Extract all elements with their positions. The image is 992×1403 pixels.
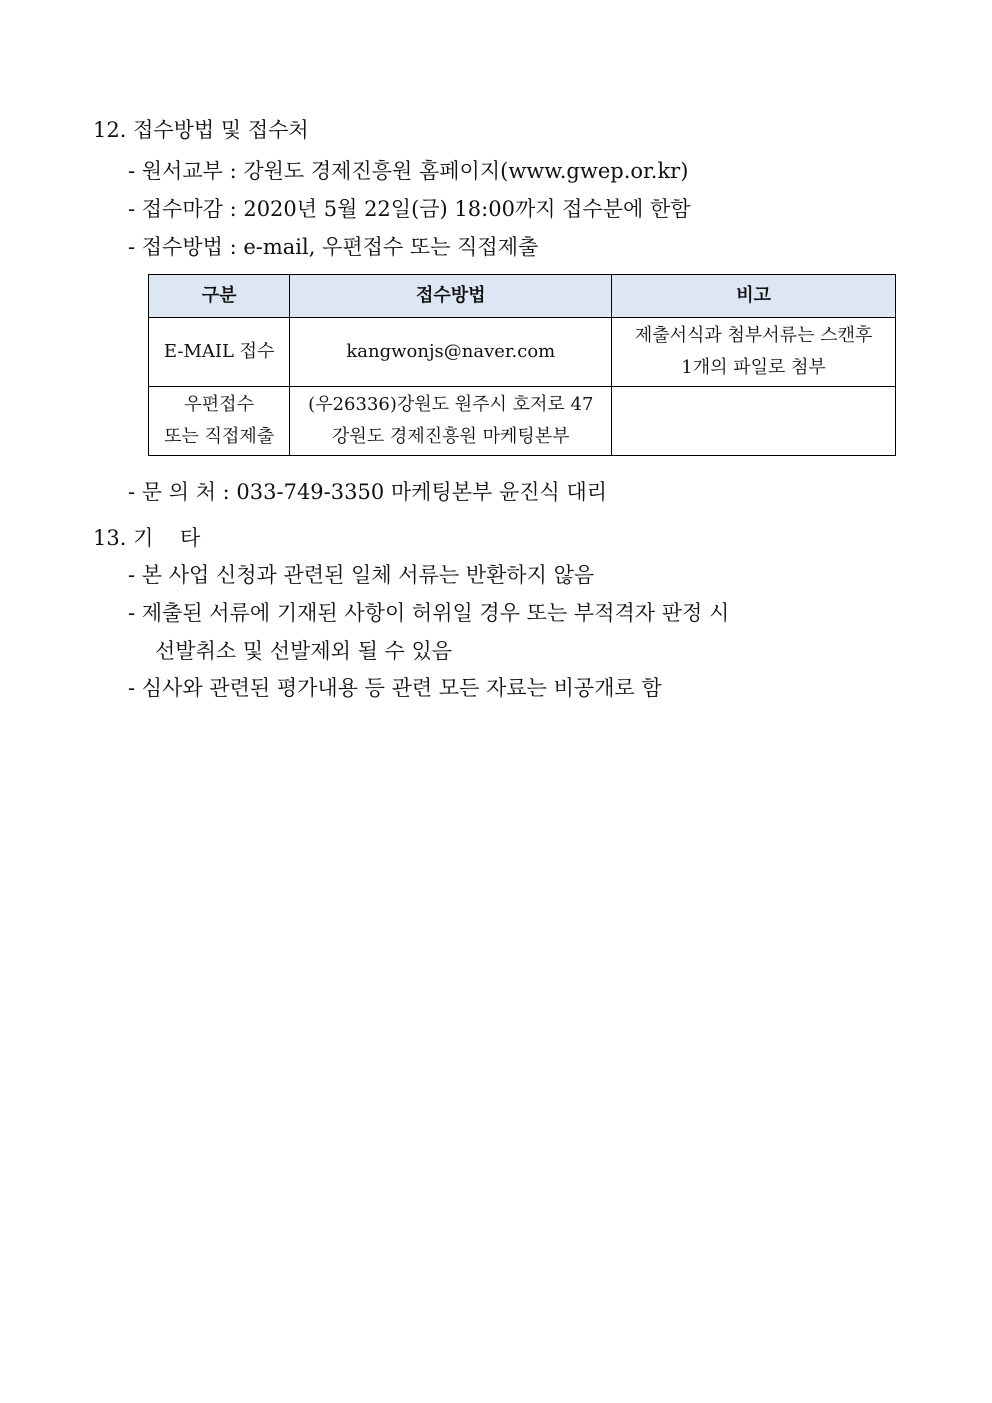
address-line: 강원도 경제진흥원 마케팅본부 bbox=[332, 426, 570, 447]
cell-email-address: kangwonjs@naver.com bbox=[290, 318, 612, 387]
cell-note bbox=[612, 318, 896, 387]
category-line: 우편접수 bbox=[184, 394, 254, 415]
section-13-title: 13. 기 타 bbox=[93, 526, 201, 550]
item-confidential: - 심사와 관련된 평가내용 등 관련 모든 자료는 비공개로 함 bbox=[128, 676, 662, 700]
table-row bbox=[149, 318, 896, 387]
item-submission-method: - 접수방법 : e-mail, 우편접수 또는 직접제출 bbox=[128, 235, 539, 259]
section-12-title: 12. 접수방법 및 접수처 bbox=[93, 118, 309, 142]
item-application-form: - 원서교부 : 강원도 경제진흥원 홈페이지(www.gwep.or.kr) bbox=[128, 159, 689, 183]
submission-table bbox=[148, 274, 896, 456]
note-line: 제출서식과 첨부서류는 스캔후 bbox=[634, 325, 873, 346]
cell-category bbox=[149, 387, 290, 456]
cell-category: E-MAIL 접수 bbox=[149, 318, 290, 387]
item-contact: - 문 의 처 : 033-749-3350 마케팅본부 윤진식 대리 bbox=[128, 480, 608, 504]
item-false-info bbox=[128, 599, 729, 627]
cell-postal-address bbox=[290, 387, 612, 456]
note-line: 1개의 파일로 첨부 bbox=[681, 357, 826, 378]
false-info-line: - 제출된 서류에 기재된 사항이 허위일 경우 또는 부적격자 판정 시 bbox=[128, 601, 730, 625]
header-note: 비고 bbox=[612, 275, 896, 318]
category-line: 또는 직접제출 bbox=[164, 426, 275, 447]
address-line: (우26336)강원도 원주시 호저로 47 bbox=[308, 394, 594, 415]
table-header-row bbox=[149, 275, 896, 318]
header-method: 접수방법 bbox=[290, 275, 612, 318]
item-false-info-continued: 선발취소 및 선발제외 될 수 있음 bbox=[155, 639, 453, 663]
item-deadline: - 접수마감 : 2020년 5월 22일(금) 18:00까지 접수분에 한함 bbox=[128, 197, 691, 221]
cell-note bbox=[612, 387, 896, 456]
table-row bbox=[149, 387, 896, 456]
header-category: 구분 bbox=[149, 275, 290, 318]
item-no-return: - 본 사업 신청과 관련된 일체 서류는 반환하지 않음 bbox=[128, 563, 595, 587]
